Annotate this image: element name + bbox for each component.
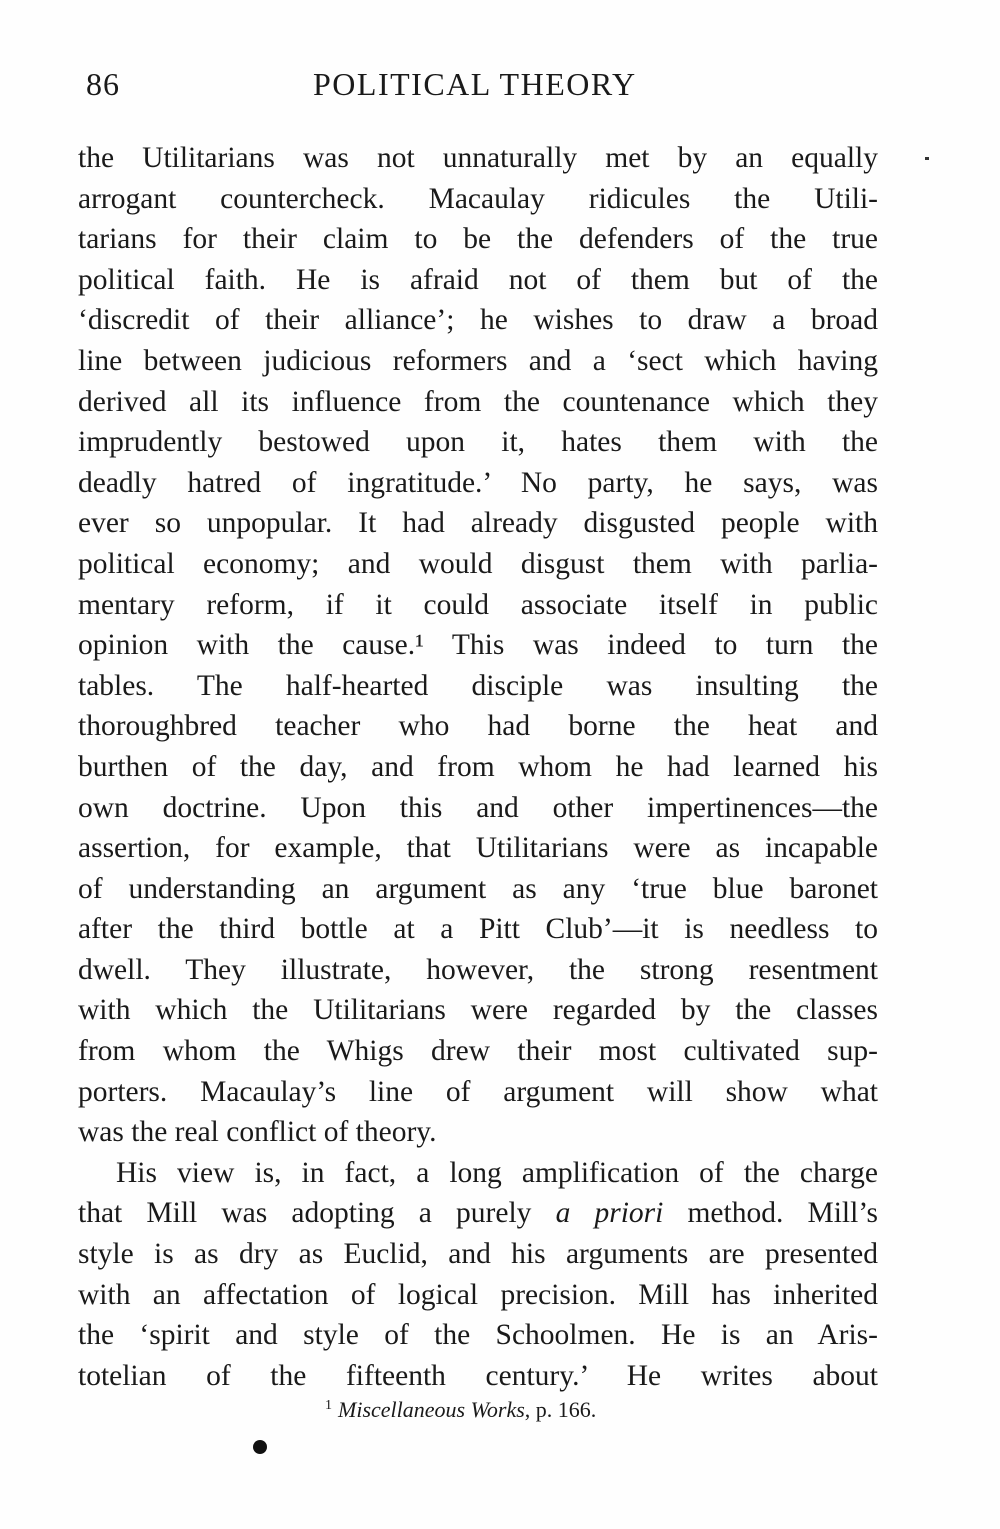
running-head: [86, 66, 886, 116]
text-line: totelian of the fifteenth century.’ He writes about: [78, 1359, 878, 1392]
text-line: the Utilitarians was not unnaturally met by an equally: [78, 142, 878, 174]
page-number: 86: [86, 66, 120, 102]
text-line: from whom the Whigs drew their most cultivated sup-: [78, 1035, 878, 1068]
text-line: dwell. They illustrate, however, the strong resentment: [78, 953, 878, 986]
text-line: His view is, in fact, a long amplification of the charge: [116, 1156, 878, 1189]
text-line: deadly hatred of ingratitude.’ No party, he says, was: [78, 466, 878, 499]
text-line: tarians for their claim to be the defenders of the true: [78, 223, 878, 256]
running-title: POLITICAL THEORY: [313, 66, 637, 102]
text-line: mentary reform, if it could associate itself in public: [78, 588, 878, 621]
ink-speck: [925, 157, 929, 160]
text-line: arrogant countercheck. Macaulay ridicules the Utili-: [78, 182, 878, 215]
footnote: [325, 1397, 596, 1423]
signature-mark: [253, 1440, 267, 1454]
text-line: burthen of the day, and from whom he had learned his: [78, 750, 878, 783]
italic-phrase: a priori: [555, 1197, 664, 1230]
text-line: thoroughbred teacher who had borne the heat and: [78, 710, 878, 743]
text-line: porters. Macaulay’s line of argument will show what: [78, 1075, 878, 1108]
text-line: style is as dry as Euclid, and his arguments are presented: [78, 1238, 878, 1271]
text-line: ever so unpopular. It had already disgusted people with: [78, 507, 878, 540]
text-line: of understanding an argument as any ‘true blue baronet: [78, 872, 878, 905]
text-line: was the real conflict of theory.: [78, 1116, 437, 1149]
text-line: derived all its influence from the countenance which they: [78, 385, 878, 418]
text-line: imprudently bestowed upon it, hates them with the: [78, 426, 878, 459]
text-line: political economy; and would disgust them with parlia-: [78, 547, 878, 580]
text-line: the ‘spirit and style of the Schoolmen. He is an Aris-: [78, 1319, 878, 1352]
footnote-page: , p. 166.: [524, 1397, 597, 1422]
footnote-marker: 1: [325, 1398, 332, 1413]
text-line: own doctrine. Upon this and other impertinences—the: [78, 791, 878, 824]
text-run: method. Mill’s: [663, 1197, 878, 1230]
text-line: assertion, for example, that Utilitarians were as incapable: [78, 832, 878, 865]
text-line: after the third bottle at a Pitt Club’—it is needless to: [78, 913, 878, 946]
text-line: with an affectation of logical precision. Mill has inherited: [78, 1278, 878, 1311]
footnote-title: Miscellaneous Works: [338, 1397, 525, 1422]
text-line: political faith. He is afraid not of them but of the: [78, 263, 878, 296]
text-line: tables. The half-hearted disciple was insulting the: [78, 669, 878, 702]
text-line-with-italic: [78, 1193, 878, 1234]
body-text: [78, 138, 878, 1396]
text-line: ‘discredit of their alliance’; he wishes to draw a broad: [78, 304, 878, 337]
text-run: that Mill was adopting a purely: [78, 1197, 556, 1230]
text-line: opinion with the cause.¹ This was indeed to turn the: [78, 629, 878, 662]
text-line: line between judicious reformers and a ‘sect which having: [78, 344, 878, 377]
text-line: with which the Utilitarians were regarded by the classes: [78, 994, 878, 1027]
